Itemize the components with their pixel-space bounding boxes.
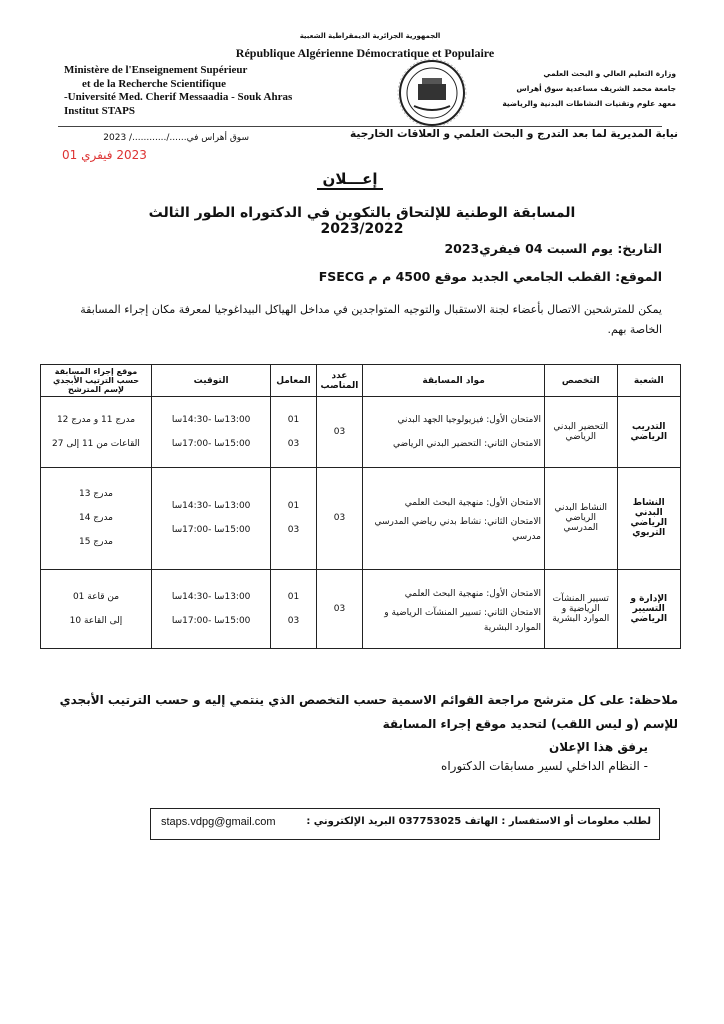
location-line: مدرج 14 — [78, 513, 113, 524]
time-1: 13:00سا -14:30سا — [171, 592, 251, 603]
time-2: 15:00سا -17:00سا — [171, 616, 251, 627]
exam-1: الامتحان الأول: فيزيولوجيا الجهد البدني — [397, 414, 541, 425]
coef-1: 01 — [287, 592, 300, 603]
location-cell — [41, 397, 152, 468]
institute-line: Institut STAPS — [64, 104, 136, 117]
ar-university-line: جامعة محمد الشريف مساعدية سوق أهراس — [516, 84, 676, 93]
coef-1: 01 — [287, 414, 300, 425]
time-2: 15:00سا -17:00سا — [171, 438, 251, 449]
header-specialty: التخصص — [545, 365, 618, 397]
ar-ministry-line: وزارة التعليم العالي و البحث العلمي — [543, 69, 676, 78]
university-logo — [392, 58, 472, 128]
exam-2: الامتحان الثاني: تسيير المنشآت الرياضية و الموارد البشرية — [384, 608, 541, 634]
location-line: مدرج 15 — [78, 537, 113, 548]
university-line: -Université Med. Cherif Messaadia - Souk Ahras — [64, 91, 293, 103]
positions-cell: 03 — [316, 397, 362, 468]
positions-cell: 03 — [316, 467, 362, 570]
coefficient-cell — [271, 570, 317, 649]
coef-1: 01 — [287, 501, 300, 512]
table-header-row — [41, 365, 681, 397]
subjects-cell — [363, 397, 545, 468]
location-line: مدرج 11 و مدرج 12 — [56, 414, 136, 425]
header-location: موقع إجراء المسابقة حسب الترتيب الأبجدي لإسم المترشح — [41, 365, 152, 397]
branch-cell: الإدارة و التسيير الرياضي — [617, 570, 680, 649]
french-republic-header: République Algérienne Démocratique et Populaire — [235, 46, 495, 60]
time-1: 13:00سا -14:30سا — [171, 501, 251, 512]
attachment-item: - النظام الداخلي لسير مسابقات الدكتوراه — [441, 759, 648, 773]
coef-2: 03 — [287, 616, 300, 627]
contact-box — [150, 808, 660, 840]
exam-1: الامتحان الأول: منهجية البحث العلمي — [404, 589, 541, 600]
notice-paragraph: يمكن للمترشحين الاتصال بأعضاء لجنة الاستقبال والتوجيه المتواجدين في مداخل الهياكل البيداغوجيا لمعرفة مكان إجراء المسابقة الخاصة بهم. — [80, 303, 662, 336]
announcement-title-text: إعـــلان — [317, 170, 384, 190]
date-line: التاريخ: يوم السبت 04 فيفري2023 — [444, 241, 662, 256]
timing-cell — [151, 467, 270, 570]
header-timing: التوقيت — [151, 365, 270, 397]
positions-cell: 03 — [316, 570, 362, 649]
exam-2: الامتحان الثاني: التحضير البدني الرياضي — [392, 438, 541, 449]
location-cell — [41, 570, 152, 649]
note-paragraph: ملاحظة: على كل مترشح مراجعة القوائم الاسمية حسب التخصص الذي ينتمي إليه و حسب الترتيب الأبجدي للإسم (و ليس اللقب) لتحديد موقع إجراء المسابقة — [59, 693, 678, 731]
department-line: نيابة المديرية لما بعد التدرج و البحث العلمي و العلاقات الخارجية — [350, 128, 678, 140]
specialty-cell: التحضير البدني الرياضي — [545, 397, 618, 468]
ministry-line: Ministère de l'Enseignement Supérieur — [64, 64, 248, 76]
subjects-cell — [363, 570, 545, 649]
contest-title: المسابقة الوطنية للإلتحاق بالتكوين في الدكتوراه الطور الثالث 2023/2022 — [148, 205, 576, 237]
location-line: إلى القاعة 10 — [69, 616, 123, 627]
arabic-republic-header: الجمهورية الجزائرية الديمقراطية الشعبية — [299, 32, 441, 40]
location-line: القاعات من 11 إلى 27 — [52, 438, 140, 449]
schedule-table — [40, 364, 681, 649]
ar-institute-line: معهد علوم وتقنيات النشاطات البدنية والرياضية — [502, 99, 676, 108]
contact-text: لطلب معلومات أو الاستفسار : الهاتف 037753025 البريد الإلكتروني : — [306, 816, 651, 827]
time-2: 15:00سا -17:00سا — [171, 525, 251, 536]
table-row — [41, 397, 681, 468]
location-cell — [41, 467, 152, 570]
coef-2: 03 — [287, 525, 300, 536]
branch-cell: النشاط البدني الرياضي التربوي — [617, 467, 680, 570]
attachment-block — [380, 738, 648, 776]
coefficient-cell — [271, 467, 317, 570]
contact-email[interactable]: staps.vdpg@gmail.com — [161, 816, 276, 828]
coef-2: 03 — [287, 438, 300, 449]
table-row — [41, 570, 681, 649]
header-branch: الشعبة — [617, 365, 680, 397]
announcement-title — [290, 170, 410, 188]
table-row — [41, 467, 681, 570]
location-line: مدرج 13 — [78, 489, 113, 500]
timing-cell — [151, 570, 270, 649]
time-1: 13:00سا -14:30سا — [171, 414, 251, 425]
ministry-line-2: et de la Recherche Scientifique — [82, 77, 226, 90]
place-date-line: سوق أهراس في....../............/ 2023 — [103, 133, 249, 143]
branch-cell: التدريب الرياضي — [617, 397, 680, 468]
location-line: من قاعة 01 — [72, 592, 120, 603]
specialty-cell: تسيير المنشآت الرياضية و الموارد البشرية — [545, 570, 618, 649]
site-line: الموقع: القطب الجامعي الجديد موقع 4500 م م FSECG — [318, 269, 662, 284]
specialty-cell: النشاط البدني الرياضي المدرسي — [545, 467, 618, 570]
header-divider — [58, 126, 662, 127]
subjects-cell — [363, 467, 545, 570]
exam-1: الامتحان الأول: منهجية البحث العلمي — [404, 498, 541, 509]
coefficient-cell — [271, 397, 317, 468]
header-subjects: مواد المسابقة — [363, 365, 545, 397]
french-institution-block — [64, 64, 314, 118]
timing-cell — [151, 397, 270, 468]
arabic-institution-block — [500, 66, 676, 111]
header-coefficient: المعامل — [271, 365, 317, 397]
attachment-heading: يرفق هذا الإعلان — [549, 740, 648, 754]
date-stamp: 2023 فيفري 01 — [62, 148, 147, 162]
exam-2: الامتحان الثاني: نشاط بدني رياضي المدرسي مدرسي — [374, 517, 541, 543]
header-positions: عدد المناصب — [316, 365, 362, 397]
